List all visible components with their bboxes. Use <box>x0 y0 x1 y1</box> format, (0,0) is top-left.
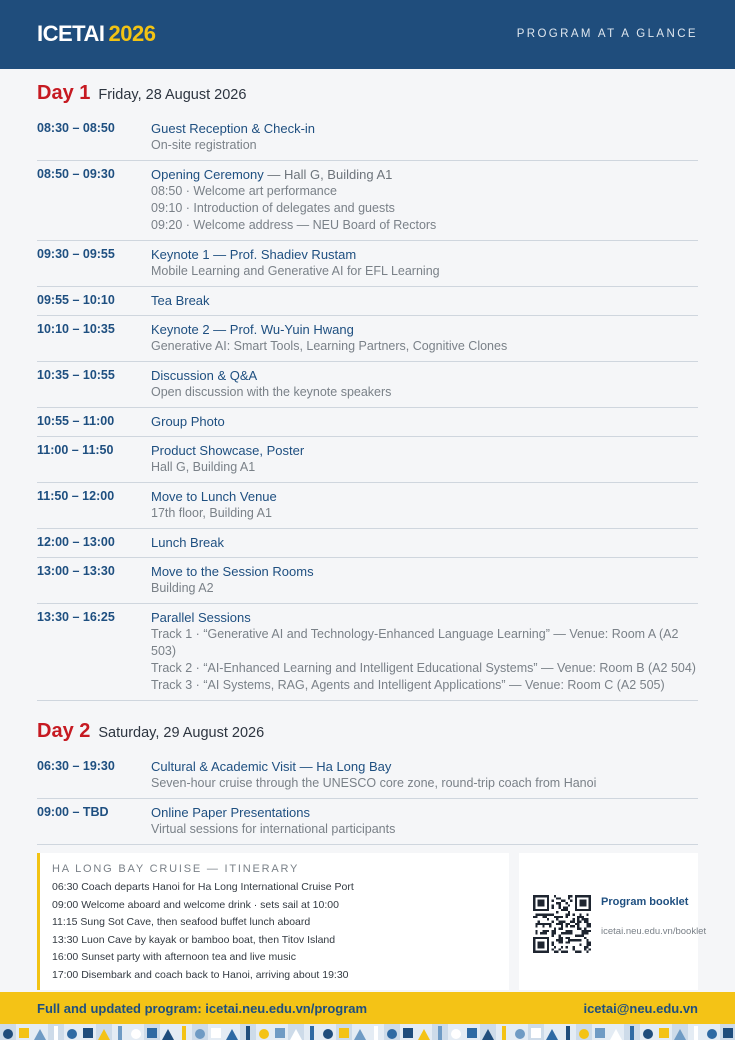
session-title: Discussion & Q&A <box>151 368 258 383</box>
session-detail: Open discussion with the keynote speakers <box>151 385 392 399</box>
schedule-row <box>37 799 698 845</box>
session-time: 10:10 – 10:35 <box>37 322 115 336</box>
schedule-row <box>37 529 698 558</box>
session-title: Keynote 2 — Prof. Wu-Yuin Hwang <box>151 322 354 337</box>
qr-code-icon[interactable] <box>533 895 591 953</box>
session-content <box>151 753 698 798</box>
itinerary-item: 17:00 Disembark and coach back to Hanoi, arriving about 19:30 <box>52 968 349 981</box>
session-title-line <box>151 246 698 263</box>
session-title-line <box>151 413 698 430</box>
session-detail: On-site registration <box>151 138 257 152</box>
page-header <box>0 0 735 69</box>
session-title-line <box>151 534 698 551</box>
itinerary-item: 13:30 Luon Cave by kayak or bamboo boat, then Titov Island <box>52 933 336 946</box>
session-content <box>151 483 698 528</box>
session-content <box>151 287 698 315</box>
session-content <box>151 604 698 700</box>
schedule-row <box>37 558 698 604</box>
session-time: 12:00 – 13:00 <box>37 535 115 549</box>
day-date: Saturday, 29 August 2026 <box>98 725 265 741</box>
day-1-schedule <box>37 115 698 701</box>
session-detail: Virtual sessions for international participants <box>151 822 396 836</box>
logo-year: 2026 <box>108 21 156 46</box>
session-detail: Seven-hour cruise through the UNESCO core zone, round-trip coach from Hanoi <box>151 776 597 790</box>
contact-email[interactable]: icetai@neu.edu.vn <box>583 1001 698 1016</box>
session-title-line <box>151 292 698 309</box>
session-time: 10:55 – 11:00 <box>37 414 115 428</box>
day-date: Friday, 28 August 2026 <box>98 87 247 103</box>
session-content <box>151 362 698 407</box>
session-title-line <box>151 488 698 505</box>
session-title-line <box>151 758 698 775</box>
day-1-heading <box>37 82 246 112</box>
decorative-pattern-icon <box>0 1024 735 1040</box>
session-detail: Track 3 · “AI Systems, RAG, Agents and Intelligent Applications” — Venue: Room C (A2 505) <box>151 678 665 692</box>
session-title: Move to Lunch Venue <box>151 489 277 504</box>
day-2-heading <box>37 720 264 750</box>
conference-logo <box>37 20 155 48</box>
schedule-row <box>37 408 698 437</box>
session-content <box>151 799 698 844</box>
schedule-row <box>37 161 698 241</box>
schedule-row <box>37 316 698 362</box>
session-detail: 09:20 · Welcome address — NEU Board of Rectors <box>151 218 437 232</box>
day-label: Day 1 <box>37 82 91 104</box>
session-title-line <box>151 804 698 821</box>
session-title: Tea Break <box>151 293 210 308</box>
session-detail: Track 1 · “Generative AI and Technology-Enhanced Language Learning” — Venue: Room A (A2 503) <box>151 627 679 658</box>
schedule-row <box>37 437 698 483</box>
booklet-title: Program booklet <box>601 896 689 908</box>
session-content <box>151 437 698 482</box>
session-title: Guest Reception & Check-in <box>151 121 316 136</box>
session-title-line <box>151 166 698 183</box>
session-title-line <box>151 321 698 338</box>
day-2-schedule <box>37 753 698 845</box>
session-content <box>151 408 698 436</box>
session-content <box>151 558 698 603</box>
schedule-row <box>37 483 698 529</box>
schedule-row <box>37 362 698 408</box>
session-time: 13:30 – 16:25 <box>37 610 115 624</box>
session-time: 09:55 – 10:10 <box>37 293 115 307</box>
session-time: 11:00 – 11:50 <box>37 443 114 457</box>
itinerary-item: 16:00 Sunset party with afternoon tea and live music <box>52 951 296 963</box>
session-time: 08:30 – 08:50 <box>37 121 115 135</box>
session-title: Cultural & Academic Visit — Ha Long Bay <box>151 759 392 774</box>
decorative-pattern-strip <box>0 1024 735 1040</box>
session-title-line <box>151 442 698 459</box>
itinerary-item: 11:15 Sung Sot Cave, then seafood buffet lunch aboard <box>52 916 311 928</box>
page-footer <box>0 992 735 1024</box>
session-detail: 09:10 · Introduction of delegates and guests <box>151 201 395 215</box>
session-title-line <box>151 609 698 626</box>
booklet-url[interactable]: icetai.neu.edu.vn/booklet <box>601 926 707 937</box>
session-detail: Hall G, Building A1 <box>151 460 256 474</box>
session-venue: — Hall G, Building A1 <box>263 167 393 182</box>
session-title: Move to the Session Rooms <box>151 564 314 579</box>
session-title: Group Photo <box>151 414 225 429</box>
session-content <box>151 316 698 361</box>
session-time: 09:30 – 09:55 <box>37 247 115 261</box>
session-detail: Generative AI: Smart Tools, Learning Partners, Cognitive Clones <box>151 339 508 353</box>
session-content <box>151 241 698 286</box>
session-title-line <box>151 120 698 137</box>
session-time: 06:30 – 19:30 <box>37 759 115 773</box>
itinerary-heading: HA LONG BAY CRUISE — ITINERARY <box>52 863 300 875</box>
session-title: Parallel Sessions <box>151 610 251 625</box>
session-title: Lunch Break <box>151 535 224 550</box>
cruise-itinerary-box <box>37 853 509 990</box>
session-content <box>151 529 698 557</box>
session-detail: 08:50 · Welcome art performance <box>151 184 337 198</box>
itinerary-item: 06:30 Coach departs Hanoi for Ha Long International Cruise Port <box>52 881 354 893</box>
session-detail: Building A2 <box>151 581 214 595</box>
session-title: Opening Ceremony <box>151 167 264 182</box>
logo-main: ICETAI <box>37 21 105 46</box>
program-link[interactable]: Full and updated program: icetai.neu.edu.vn/program <box>37 1001 368 1016</box>
session-title-line <box>151 563 698 580</box>
page-subtitle: PROGRAM AT A GLANCE <box>516 28 698 40</box>
day-label: Day 2 <box>37 720 91 742</box>
booklet-box <box>519 853 707 990</box>
schedule-row <box>37 241 698 287</box>
schedule-row <box>37 115 698 161</box>
session-detail: Track 2 · “AI-Enhanced Learning and Intelligent Educational Systems” — Venue: Room B (A2 504) <box>151 661 696 675</box>
session-detail: Mobile Learning and Generative AI for EFL Learning <box>151 264 440 278</box>
session-time: 09:00 – TBD <box>37 805 109 819</box>
session-time: 11:50 – 12:00 <box>37 489 115 503</box>
session-time: 13:00 – 13:30 <box>37 564 115 578</box>
session-content <box>151 115 698 160</box>
session-time: 08:50 – 09:30 <box>37 167 115 181</box>
schedule-row <box>37 287 698 316</box>
session-title: Keynote 1 — Prof. Shadiev Rustam <box>151 247 357 262</box>
schedule-row <box>37 604 698 701</box>
session-title: Online Paper Presentations <box>151 805 310 820</box>
session-title-line <box>151 367 698 384</box>
schedule-row <box>37 753 698 799</box>
session-time: 10:35 – 10:55 <box>37 368 115 382</box>
session-title: Product Showcase, Poster <box>151 443 305 458</box>
itinerary-item: 09:00 Welcome aboard and welcome drink · sets sail at 10:00 <box>52 898 339 911</box>
session-detail: 17th floor, Building A1 <box>151 506 272 520</box>
session-content <box>151 161 698 240</box>
itinerary-list <box>52 879 509 984</box>
